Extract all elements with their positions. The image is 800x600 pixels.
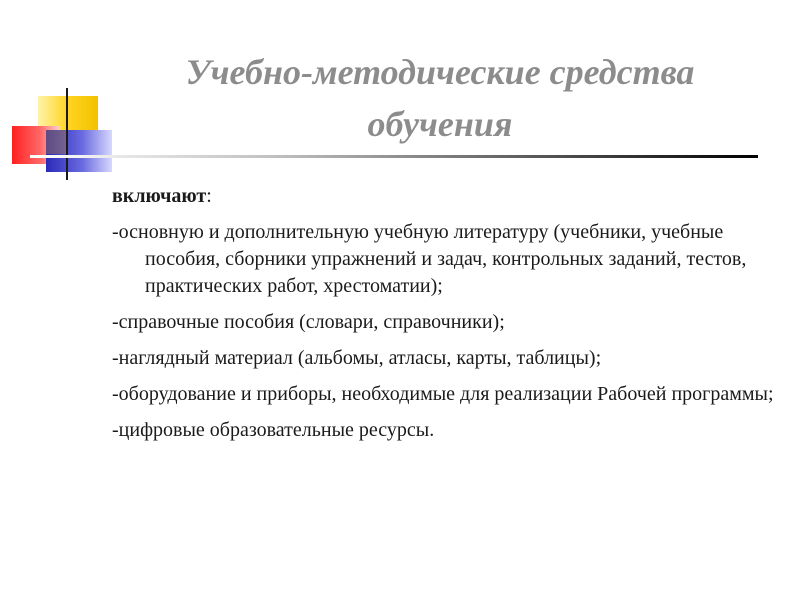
list-item: -оборудование и приборы, необходимые для реализации Рабочей программы; (112, 383, 774, 405)
slide-title (130, 46, 750, 150)
list-item: -основную и дополнительную учебную литературу (учебники, учебные пособия, сборники упражнений и задач, контрольных заданий, тестов, практических работ, хрестоматии); (112, 221, 747, 297)
resource-list (112, 219, 782, 444)
title-underline-rule (30, 155, 758, 158)
title-line-2: обучения (367, 104, 513, 145)
intro-colon: : (206, 185, 212, 207)
list-item: -наглядный материал (альбомы, атласы, карты, таблицы); (112, 347, 602, 369)
title-line-1: Учебно-методические средства (185, 52, 695, 93)
slide-body (112, 183, 782, 453)
list-item: -цифровые образовательные ресурсы. (112, 419, 435, 441)
intro-line (112, 183, 782, 210)
list-item: -справочные пособия (словари, справочники); (112, 311, 505, 333)
yellow-overlap-highlight (46, 130, 66, 154)
intro-keyword: включают (112, 185, 207, 207)
